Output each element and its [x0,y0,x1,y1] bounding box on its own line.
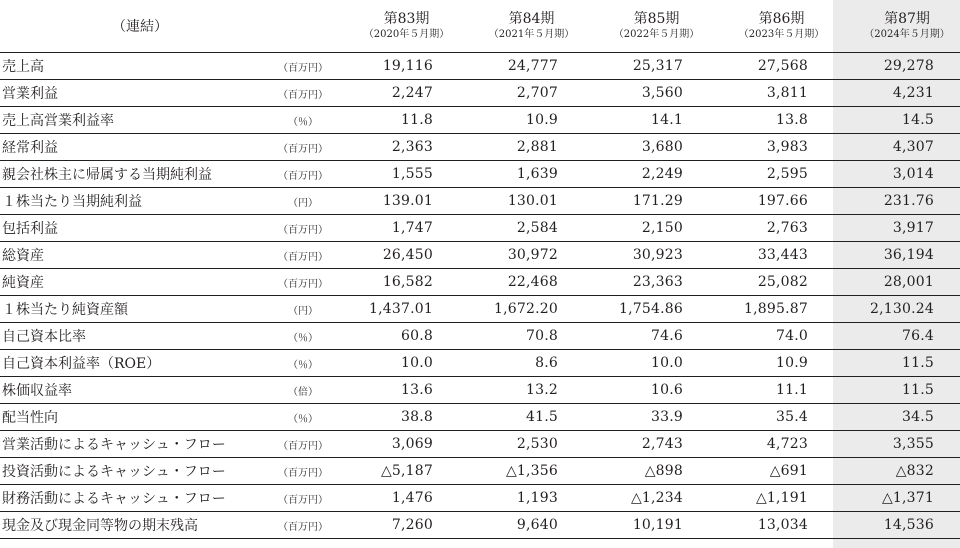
value-cell: 139.01 [334,188,459,215]
value-cell: 11.1 [709,377,834,404]
row-label: 自己資本利益率（ROE） [0,350,272,377]
row-label: 株価収益率 [0,377,272,404]
row-label: 親会社株主に帰属する当期純利益 [0,161,272,188]
value-cell: 28,001 [834,269,960,296]
row-unit: （％） [272,107,334,134]
value-cell: 1,639 [459,161,584,188]
value-cell: 1,555 [334,161,459,188]
row-label: 純資産 [0,269,272,296]
row-label: 営業利益 [0,80,272,107]
value-cell: 4,307 [834,134,960,161]
value-cell: 171.29 [584,188,709,215]
value-cell: 11.8 [334,107,459,134]
value-cell: 8.6 [459,350,584,377]
row-unit: （百万円） [272,80,334,107]
row-label: 売上高 [0,53,272,80]
value-cell: 14.1 [584,107,709,134]
row-label: 営業活動によるキャッシュ・フロー [0,431,272,458]
row-unit: （円） [272,188,334,215]
value-cell: 24,777 [459,53,584,80]
value-cell: 197.66 [709,188,834,215]
value-cell: 3,014 [834,161,960,188]
value-cell: 3,811 [709,80,834,107]
value-cell: 1,747 [334,215,459,242]
value-cell: 4,723 [709,431,834,458]
table-row [0,485,960,512]
value-cell: 2,881 [459,134,584,161]
value-cell: 30,923 [584,242,709,269]
period-header [334,0,459,53]
value-cell: 2,743 [584,431,709,458]
header-row [0,0,960,53]
value-cell: 2,130.24 [834,296,960,323]
value-cell: △898 [584,458,709,485]
table-row [0,242,960,269]
row-label: １株当たり純資産額 [0,296,272,323]
value-cell: 10.9 [459,107,584,134]
value-cell: 34.5 [834,404,960,431]
period-header [584,0,709,53]
table-row [0,350,960,377]
period-sublabel: （2020年５月期） [363,29,450,40]
value-cell: 74.6 [584,323,709,350]
period-label: 第85期 [633,11,680,27]
value-cell: 1,895.87 [709,296,834,323]
value-cell: △832 [834,458,960,485]
table-row [0,107,960,134]
row-label: 包括利益 [0,215,272,242]
value-cell: 1,193 [459,485,584,512]
value-cell: 13.6 [334,377,459,404]
value-cell: △5,187 [334,458,459,485]
value-cell: 41.5 [459,404,584,431]
row-label: 財務活動によるキャッシュ・フロー [0,485,272,512]
value-cell: 23,363 [584,269,709,296]
table-row [0,404,960,431]
value-cell: 1,672.20 [459,296,584,323]
row-unit: （百万円） [272,134,334,161]
table-row [0,161,960,188]
row-unit: （百万円） [272,458,334,485]
period-header-latest [834,0,960,53]
value-cell: 16,582 [334,269,459,296]
value-cell: 7,260 [334,512,459,539]
table-row [0,134,960,161]
value-cell: 30,972 [459,242,584,269]
value-cell: 1,754.86 [584,296,709,323]
table-row [0,188,960,215]
value-cell: 10.9 [709,350,834,377]
value-cell: 10,191 [584,512,709,539]
value-cell: 60.8 [334,323,459,350]
value-cell: 33.9 [584,404,709,431]
table-row [0,53,960,80]
value-cell: 2,530 [459,431,584,458]
value-cell: 22,468 [459,269,584,296]
period-label: 第83期 [383,11,430,27]
period-header [709,0,834,53]
row-unit: （％） [272,350,334,377]
table-row [0,269,960,296]
row-unit: （百万円） [272,431,334,458]
row-label: 経常利益 [0,134,272,161]
value-cell: 4,231 [834,80,960,107]
table-row [0,512,960,539]
scope-label: （連結） [0,0,334,53]
value-cell: 74.0 [709,323,834,350]
value-cell: 19,116 [334,53,459,80]
table-row [0,323,960,350]
row-unit: （百万円） [272,485,334,512]
value-cell: △1,191 [709,485,834,512]
table-row [0,80,960,107]
value-cell: 3,680 [584,134,709,161]
value-cell: 70.8 [459,323,584,350]
value-cell: 2,763 [709,215,834,242]
value-cell: 2,595 [709,161,834,188]
row-unit: （百万円） [272,215,334,242]
row-label: 配当性向 [0,404,272,431]
value-cell: 2,249 [584,161,709,188]
row-unit: （円） [272,296,334,323]
value-cell: 3,917 [834,215,960,242]
value-cell: 14,536 [834,512,960,539]
value-cell: 11.5 [834,377,960,404]
period-sublabel: （2022年５月期） [613,29,700,40]
period-sublabel: （2024年５月期） [864,29,950,40]
value-cell: 10.0 [334,350,459,377]
row-unit: （％） [272,404,334,431]
value-cell: △1,356 [459,458,584,485]
value-cell: 2,707 [459,80,584,107]
value-cell: 3,355 [834,431,960,458]
value-cell: 76.4 [834,323,960,350]
value-cell: 2,584 [459,215,584,242]
value-cell: 13.8 [709,107,834,134]
row-label: １株当たり当期純利益 [0,188,272,215]
value-cell: 2,363 [334,134,459,161]
value-cell: △691 [709,458,834,485]
value-cell: 13.2 [459,377,584,404]
table-row [0,296,960,323]
value-cell: 29,278 [834,53,960,80]
value-cell: 13,034 [709,512,834,539]
period-label: 第87期 [884,11,930,27]
value-cell: 25,082 [709,269,834,296]
value-cell: 25,317 [584,53,709,80]
row-unit: （百万円） [272,242,334,269]
period-sublabel: （2021年５月期） [488,29,575,40]
period-sublabel: （2023年５月期） [738,29,825,40]
period-label: 第84期 [508,11,555,27]
row-unit: （百万円） [272,269,334,296]
row-label: 総資産 [0,242,272,269]
value-cell: 2,150 [584,215,709,242]
period-label: 第86期 [758,11,805,27]
table-row [0,431,960,458]
value-cell: 10.6 [584,377,709,404]
value-cell: 26,450 [334,242,459,269]
row-unit: （倍） [272,377,334,404]
value-cell: 36,194 [834,242,960,269]
value-cell: 3,560 [584,80,709,107]
value-cell: 35.4 [709,404,834,431]
row-label: 投資活動によるキャッシュ・フロー [0,458,272,485]
row-unit: （百万円） [272,161,334,188]
period-header [459,0,584,53]
value-cell: 1,437.01 [334,296,459,323]
value-cell: △1,234 [584,485,709,512]
row-label: 売上高営業利益率 [0,107,272,134]
table-row [0,458,960,485]
row-unit: （百万円） [272,53,334,80]
value-cell: 33,443 [709,242,834,269]
value-cell: 14.5 [834,107,960,134]
row-label: 自己資本比率 [0,323,272,350]
value-cell: △1,371 [834,485,960,512]
row-unit: （百万円） [272,512,334,539]
value-cell: 3,069 [334,431,459,458]
row-unit: （％） [272,323,334,350]
value-cell: 27,568 [709,53,834,80]
value-cell: 231.76 [834,188,960,215]
row-label: 現金及び現金同等物の期末残高 [0,512,272,539]
table-row [0,215,960,242]
value-cell: 1,476 [334,485,459,512]
value-cell: 9,640 [459,512,584,539]
value-cell: 2,247 [334,80,459,107]
value-cell: 38.8 [334,404,459,431]
value-cell: 11.5 [834,350,960,377]
table-body [0,53,960,539]
value-cell: 130.01 [459,188,584,215]
table-row [0,377,960,404]
value-cell: 10.0 [584,350,709,377]
value-cell: 3,983 [709,134,834,161]
